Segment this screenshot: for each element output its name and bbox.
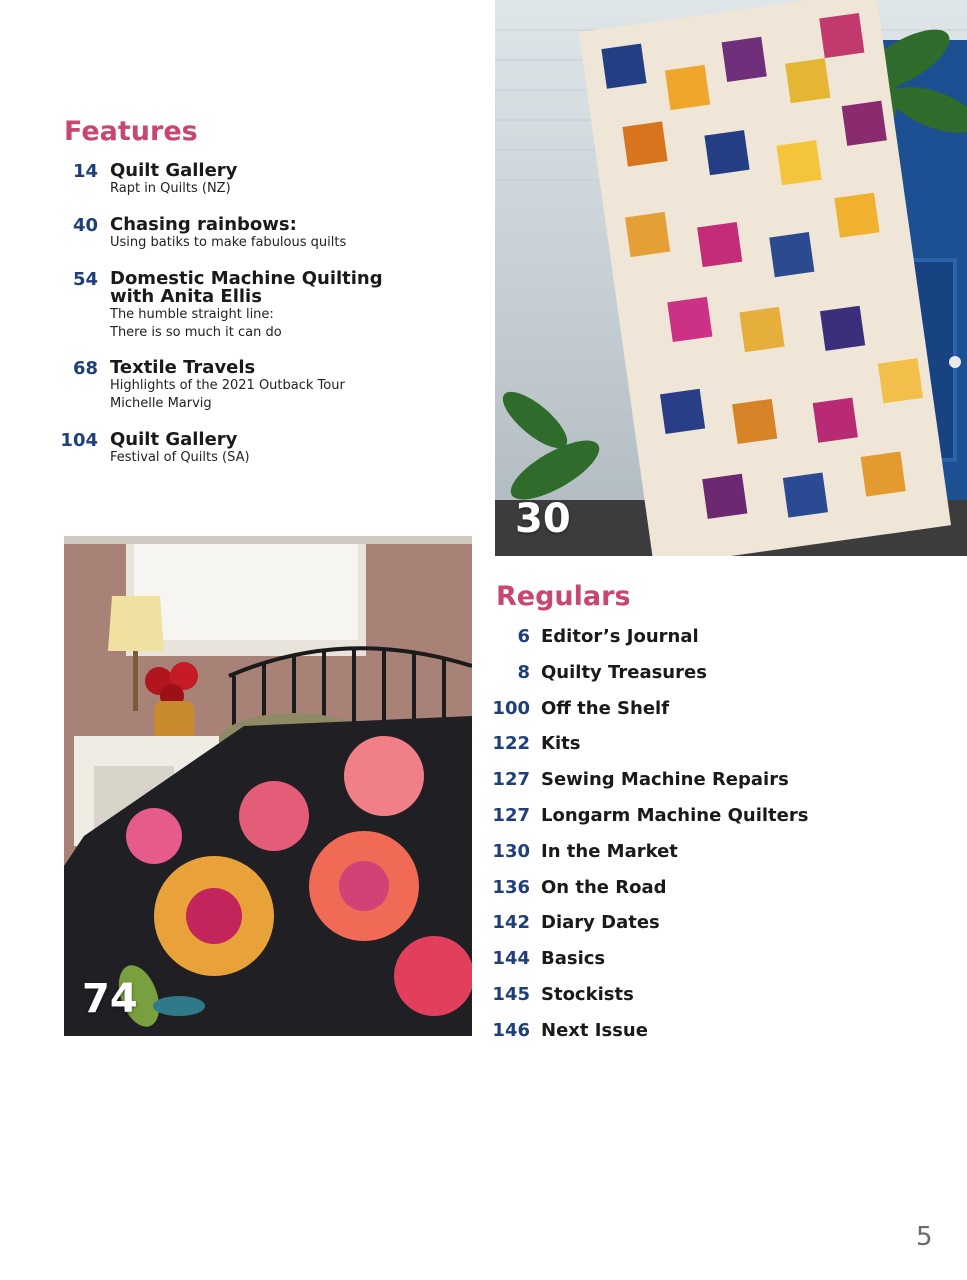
regular-title: Sewing Machine Repairs (541, 769, 789, 791)
regular-title: Stockists (541, 983, 634, 1005)
regular-item[interactable] (490, 801, 910, 837)
features-heading: Features (64, 116, 198, 147)
regular-item[interactable] (490, 908, 910, 944)
regular-item[interactable] (490, 944, 910, 980)
bedroom-quilt-photo-art (64, 536, 472, 1036)
feature-item[interactable] (58, 162, 388, 198)
feature-subtitle: The humble straight line: (110, 307, 274, 322)
feature-title: Quilt Gallery (110, 429, 238, 450)
feature-page-number: 14 (72, 161, 98, 182)
bedroom-quilt-photo[interactable] (64, 536, 472, 1036)
bedroom-photo-page-label: 74 (82, 976, 138, 1022)
feature-title: Chasing rainbows: (110, 214, 297, 235)
regular-page-number: 144 (492, 948, 530, 970)
feature-subtitle: There is so much it can do (110, 325, 282, 340)
regular-item[interactable] (490, 980, 910, 1016)
feature-title: Domestic Machine Quilting (110, 268, 383, 289)
regular-page-number: 6 (517, 626, 530, 647)
regular-item[interactable] (490, 1016, 910, 1052)
regular-page-number: 146 (492, 1019, 530, 1041)
regulars-heading: Regulars (496, 581, 631, 612)
regular-page-number: 142 (492, 912, 530, 934)
regular-item[interactable] (490, 729, 910, 765)
feature-title: Quilt Gallery (110, 160, 238, 181)
regular-title: Kits (541, 733, 581, 755)
regular-title: Editor’s Journal (541, 626, 699, 647)
regular-title: Longarm Machine Quilters (541, 804, 809, 826)
regular-item[interactable] (490, 694, 910, 730)
page-number: 5 (916, 1222, 933, 1252)
regular-title: On the Road (541, 876, 667, 898)
regular-item[interactable] (490, 765, 910, 801)
feature-item[interactable] (58, 270, 388, 342)
regular-page-number: 127 (492, 769, 530, 791)
feature-item[interactable] (58, 431, 388, 467)
quilt-photo-art (495, 0, 967, 556)
regular-title: Next Issue (541, 1019, 648, 1041)
regular-page-number: 122 (492, 733, 530, 755)
feature-page-number: 104 (60, 430, 98, 451)
feature-item[interactable] (58, 359, 388, 413)
feature-page-number: 54 (72, 269, 98, 290)
regular-page-number: 8 (517, 661, 530, 683)
feature-title-line-2: with Anita Ellis (110, 286, 262, 307)
feature-subtitle: Festival of Quilts (SA) (110, 450, 250, 465)
regular-title: Quilty Treasures (541, 661, 707, 683)
quilt-photo-page-label: 30 (515, 496, 571, 542)
regular-item[interactable] (490, 658, 910, 694)
feature-subtitle: Highlights of the 2021 Outback Tour (110, 378, 345, 393)
regular-item[interactable] (490, 622, 910, 658)
regular-page-number: 130 (492, 840, 530, 862)
feature-page-number: 40 (72, 215, 98, 236)
feature-subtitle: Using batiks to make fabulous quilts (110, 235, 347, 250)
regular-title: Diary Dates (541, 912, 660, 934)
regular-item[interactable] (490, 873, 910, 909)
regular-title: In the Market (541, 840, 678, 862)
feature-subtitle: Rapt in Quilts (NZ) (110, 181, 231, 196)
regular-page-number: 100 (492, 697, 530, 719)
regular-item[interactable] (490, 837, 910, 873)
feature-title: Textile Travels (110, 357, 256, 378)
quilt-photo[interactable] (495, 0, 967, 556)
regular-page-number: 136 (492, 876, 530, 898)
regulars-list (490, 622, 910, 1052)
feature-item[interactable] (58, 216, 388, 252)
regular-title: Basics (541, 948, 606, 970)
regular-title: Off the Shelf (541, 697, 670, 719)
feature-page-number: 68 (72, 358, 98, 379)
feature-subtitle: Michelle Marvig (110, 396, 212, 411)
regular-page-number: 145 (492, 983, 530, 1005)
regular-page-number: 127 (492, 804, 530, 826)
